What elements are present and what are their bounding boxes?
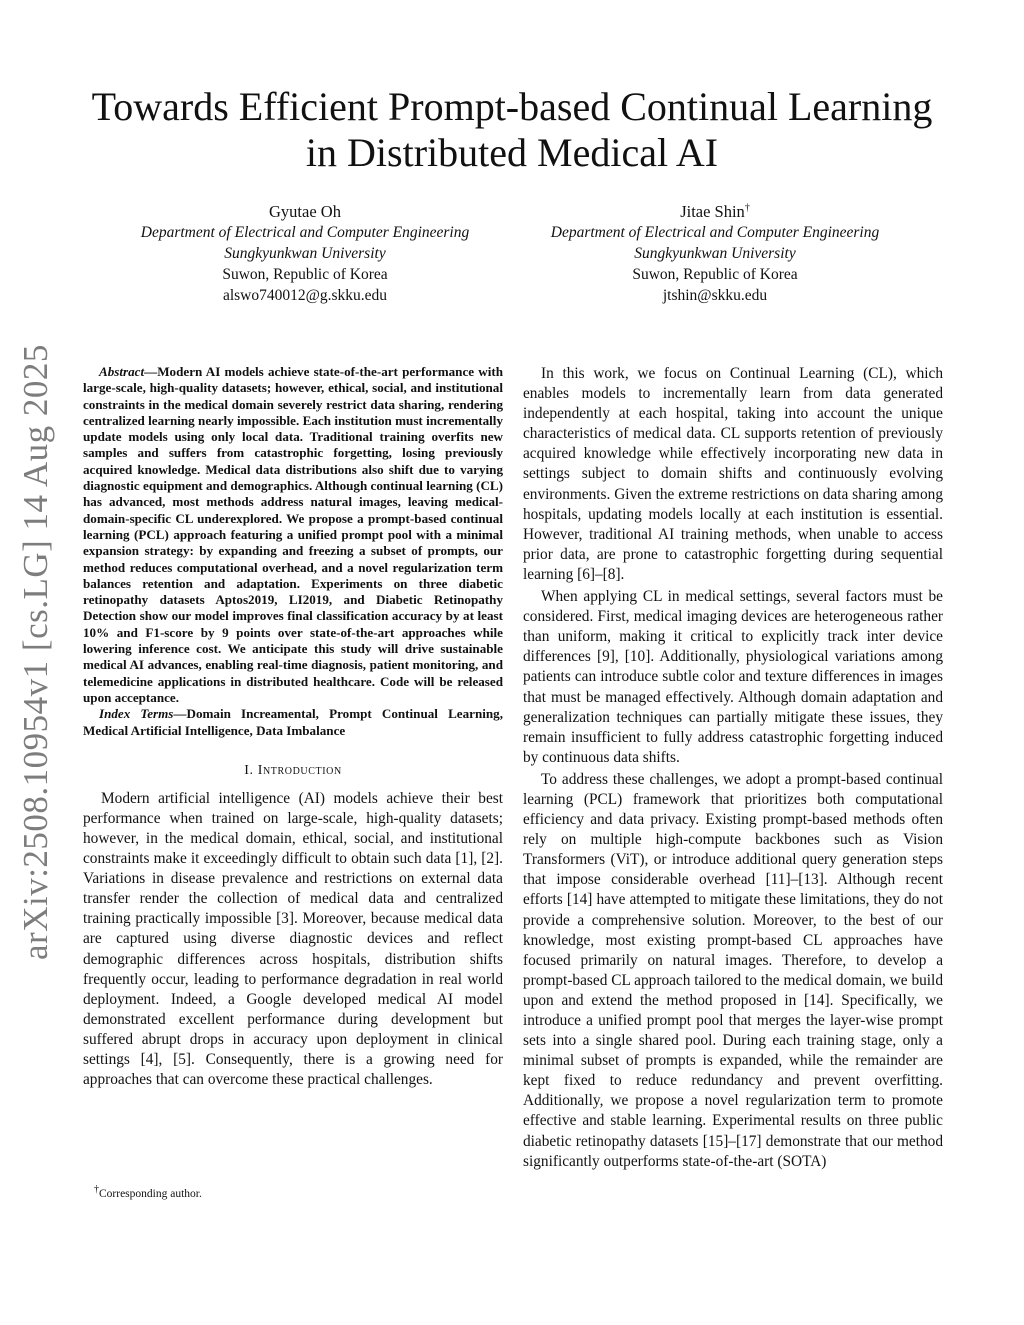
- left-column: [83, 364, 503, 1090]
- intro-paragraph-1: Modern artificial intelligence (AI) models achieve their best performance when trained on large-scale, high-quality datasets; however, in the medical domain, ethical, social, and institutional constraints make it exceedingly difficult to obtain such data [1], [2]. Variations in disease prevalence and restrictions on external data transfer render the collection of medical data and centralized training practically impossible [3]. Moreover, because medical data are captured using diverse diagnostic devices and reflect demographic differences across hospitals, distribution shifts frequently occur, leading to performance degradation in real world deployment. Indeed, a Google developed medical AI model demonstrated excellent performance during development but suffered abrupt drops in accuracy upon deployment in clinical settings [4], [5]. Consequently, there is a growing need for approaches that can overcome these practical challenges.: [83, 789, 503, 1089]
- author-name: Gyutae Oh: [269, 202, 341, 221]
- body-paragraph-3: To address these challenges, we adopt a prompt-based continual learning (PCL) framework that prioritizes both computational efficiency and data privacy. Existing prompt-based methods often rely on multiple high-compute backbones such as Vision Transformers (ViT), or introduce additional query generation steps that impose considerable overhead [11]–[13]. Although recent efforts [14] have attempted to mitigate these limitations, they do not provide a comprehensive solution. Moreover, to the best of our knowledge, most existing prompt-based CL approaches have focused primarily on natural images. Therefore, to develop a prompt-based CL approach tailored to the medical domain, we build upon and extend the method proposed in [14]. Specifically, we introduce a unified prompt pool that merges the layer-wise prompt sets into a single shared pool. During each training stage, only a minimal subset of prompts is expanded, while the remainder are kept fixed to reduce redundancy and prevent overfitting. Additionally, we propose a novel regularization term to promote effective and stable learning. Experimental results on three public diabetic retinopathy datasets [15]–[17] demonstrate that our method significantly outperforms state-of-the-art (SOTA): [523, 770, 943, 1170]
- author-block-2: [505, 201, 925, 306]
- author-department: Department of Electrical and Computer Engineering: [140, 224, 470, 241]
- body-paragraph-2: When applying CL in medical settings, several factors must be considered. First, medical imaging devices are heterogeneous rather than uniform, making it critical to explicitly track inter device differences [9], [10]. Additionally, physiological variations among patients can introduce subtle color and texture differences in images that must be managed effectively. Although domain adaptation and generalization techniques can partially mitigate these issues, they remain insufficient to fully address catastrophic forgetting induced by continuous data shifts.: [523, 588, 943, 766]
- author-email: jtshin@skku.edu: [662, 287, 768, 304]
- section-number: I.: [244, 762, 254, 778]
- author-email: alswo740012@g.skku.edu: [222, 287, 388, 304]
- section-heading-introduction: [83, 763, 503, 779]
- author-location: Suwon, Republic of Korea: [222, 266, 388, 283]
- section-title: Introduction: [257, 762, 342, 778]
- footnote-text: Corresponding author.: [99, 1188, 202, 1200]
- index-terms-label: Index Terms: [99, 706, 174, 722]
- paper-title: [60, 84, 964, 176]
- index-terms: [83, 706, 503, 739]
- right-column: [523, 364, 943, 1174]
- index-terms-text: —Domain Increamental, Prompt Continual Learning, Medical Artificial Intelligence, Data Imbalance: [83, 706, 503, 738]
- author-block-1: [95, 201, 515, 306]
- footnote-mark: †: [94, 1184, 99, 1196]
- author-department: Department of Electrical and Computer Engineering: [550, 224, 880, 241]
- arxiv-identifier-stamp: arXiv:2508.10954v1 [cs.LG] 14 Aug 2025: [16, 344, 55, 960]
- abstract-text: —Modern AI models achieve state-of-the-art performance with large-scale, high-quality datasets; however, ethical, social, and institutional constraints in the medical domain severely restrict data sharing, rendering centralized learning nearly impossible. Each institution must incrementally update models using only local data. Traditional training overfits new samples and suffers from catastrophic forgetting, losing previously acquired knowledge. Medical data distributions also shift due to varying diagnostic equipment and demographics. Although continual learning (CL) has advanced, most methods address natural images, leaving medical-domain-specific CL underexplored. We propose a prompt-based continual learning (PCL) approach featuring a unified prompt pool with a minimal expansion strategy: by expanding and freezing a subset of prompts, our method reduces computational overhead, and a novel regularization term balances retention and adaptation. Experiments on three diabetic retinopathy datasets Aptos2019, LI2019, and Diabetic Retinopathy Detection show our model improves final classification accuracy by at least 10% and F1-score by 9 points over state-of-the-art approaches while lowering inference cost. We anticipate this study will drive sustainable medical AI advances, enabling real-time diagnosis, patient monitoring, and telemedicine applications in distributed healthcare. Code will be released upon acceptance.: [83, 364, 503, 705]
- author-name: Jitae Shin: [680, 202, 745, 221]
- abstract-label: Abstract: [99, 364, 145, 379]
- footnote: [94, 1184, 202, 1201]
- corresponding-author-mark: †: [744, 202, 750, 214]
- author-university: Sungkyunkwan University: [224, 245, 386, 262]
- author-university: Sungkyunkwan University: [634, 245, 796, 262]
- body-paragraph-1: In this work, we focus on Continual Learning (CL), which enables models to incrementally learn from data generated independently at each hospital, taking into account the unique characteristics of medical data. CL supports retention of previously acquired knowledge while effectively incorporating new data in settings subject to domain shifts and continuously evolving environments. Given the extreme restrictions on data sharing among hospitals, updating models locally at each institution is essential. However, traditional AI training methods, when unable to access prior data, are prone to catastrophic forgetting during sequential learning [6]–[8].: [523, 365, 943, 583]
- title-line-1: Towards Efficient Prompt-based Continual Learning: [91, 84, 933, 129]
- title-line-2: in Distributed Medical AI: [305, 130, 719, 175]
- abstract: [83, 364, 503, 706]
- author-location: Suwon, Republic of Korea: [632, 266, 798, 283]
